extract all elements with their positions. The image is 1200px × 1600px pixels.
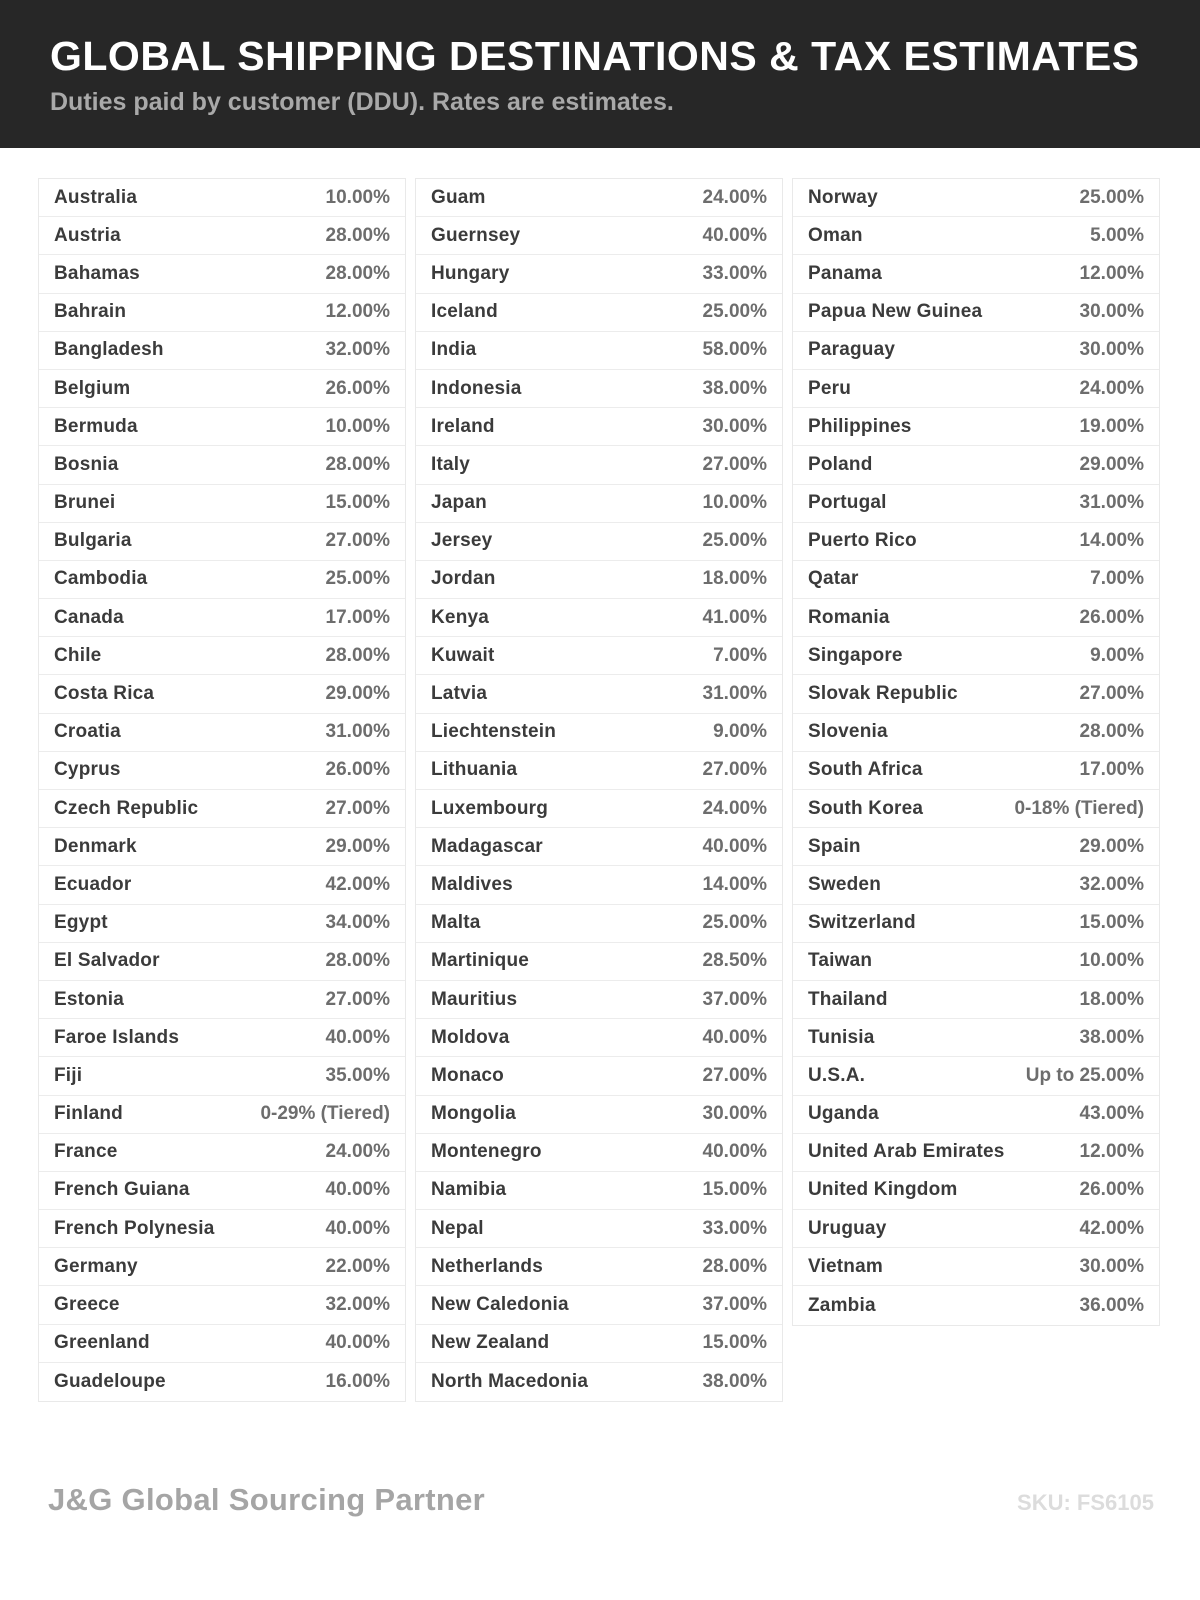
tax-rate: 25.00%: [325, 568, 390, 590]
table-row: [39, 485, 405, 523]
table-row: [416, 1248, 782, 1286]
table-row: [39, 599, 405, 637]
table-row: [416, 561, 782, 599]
tax-rate: 26.00%: [325, 759, 390, 781]
tax-rate: 24.00%: [325, 1141, 390, 1163]
table-row: [793, 1057, 1159, 1095]
tax-rate: 0-18% (Tiered): [1014, 797, 1144, 819]
table-row: [416, 905, 782, 943]
table-row: [39, 1363, 405, 1401]
country-name: Estonia: [54, 988, 125, 1010]
tax-rate: 5.00%: [1090, 224, 1144, 246]
table-row: [39, 637, 405, 675]
tax-rate: 10.00%: [1079, 950, 1144, 972]
table-row: [39, 446, 405, 484]
tax-rate: 30.00%: [1079, 301, 1144, 323]
sku-label: SKU: FS6105: [1017, 1490, 1154, 1515]
table-row: [416, 523, 782, 561]
tax-rate: 26.00%: [325, 377, 390, 399]
table-row: [39, 828, 405, 866]
tax-rate: 30.00%: [702, 1103, 767, 1125]
table-row: [793, 790, 1159, 828]
country-name: Germany: [54, 1255, 138, 1277]
tax-rate: 27.00%: [325, 797, 390, 819]
rates-column-3: [792, 178, 1160, 1326]
table-row: [416, 294, 782, 332]
table-row: [416, 714, 782, 752]
table-row: [793, 408, 1159, 446]
country-name: Indonesia: [431, 377, 522, 399]
country-name: Greenland: [54, 1332, 150, 1354]
tax-rate: 29.00%: [325, 683, 390, 705]
tax-rate: 27.00%: [702, 759, 767, 781]
table-row: [39, 675, 405, 713]
country-name: South Korea: [808, 797, 924, 819]
table-row: [39, 866, 405, 904]
table-row: [416, 1210, 782, 1248]
country-name: Zambia: [808, 1294, 876, 1316]
country-name: Vietnam: [808, 1255, 883, 1277]
rates-column-2: [415, 178, 783, 1402]
tax-rate: 40.00%: [325, 1217, 390, 1239]
table-row: [793, 370, 1159, 408]
country-name: Switzerland: [808, 912, 916, 934]
country-name: Madagascar: [431, 835, 543, 857]
tax-rate: Up to 25.00%: [1025, 1064, 1144, 1086]
table-row: [39, 752, 405, 790]
tax-rate: 25.00%: [702, 301, 767, 323]
table-row: [39, 790, 405, 828]
country-name: Papua New Guinea: [808, 301, 983, 323]
country-name: South Africa: [808, 759, 923, 781]
tax-rate: 28.00%: [325, 262, 390, 284]
tax-rate: 32.00%: [325, 339, 390, 361]
country-name: Hungary: [431, 262, 510, 284]
table-row: [39, 1172, 405, 1210]
tax-rate: 26.00%: [1079, 1179, 1144, 1201]
tax-rate: 22.00%: [325, 1255, 390, 1277]
table-row: [793, 332, 1159, 370]
country-name: Puerto Rico: [808, 530, 917, 552]
table-row: [416, 943, 782, 981]
tax-rate: 40.00%: [325, 1026, 390, 1048]
table-row: [416, 179, 782, 217]
tax-rate: 34.00%: [325, 912, 390, 934]
tax-rate: 15.00%: [702, 1179, 767, 1201]
tax-rate: 27.00%: [325, 530, 390, 552]
tax-rate: 31.00%: [1079, 492, 1144, 514]
country-name: Norway: [808, 186, 878, 208]
tax-rate: 27.00%: [1079, 683, 1144, 705]
country-name: Fiji: [54, 1064, 83, 1086]
country-name: Malta: [431, 912, 481, 934]
country-name: Paraguay: [808, 339, 896, 361]
tax-rate: 32.00%: [1079, 873, 1144, 895]
table-row: [793, 1096, 1159, 1134]
country-name: France: [54, 1141, 118, 1163]
country-name: Portugal: [808, 492, 887, 514]
country-name: Kuwait: [431, 644, 495, 666]
table-row: [793, 179, 1159, 217]
table-row: [39, 1325, 405, 1363]
country-name: Lithuania: [431, 759, 518, 781]
tax-rate: 30.00%: [1079, 1255, 1144, 1277]
country-name: Cyprus: [54, 759, 121, 781]
table-row: [39, 332, 405, 370]
tax-rate: 28.00%: [325, 453, 390, 475]
tax-rate: 38.00%: [1079, 1026, 1144, 1048]
country-name: Slovak Republic: [808, 683, 958, 705]
table-row: [416, 332, 782, 370]
country-name: Japan: [431, 492, 487, 514]
country-name: Romania: [808, 606, 890, 628]
tax-rate: 36.00%: [1079, 1294, 1144, 1316]
table-row: [416, 217, 782, 255]
tax-rate: 33.00%: [702, 1217, 767, 1239]
table-row: [416, 255, 782, 293]
country-name: Bahrain: [54, 301, 127, 323]
tax-rate: 28.00%: [325, 224, 390, 246]
tax-rate: 40.00%: [702, 224, 767, 246]
tax-rate: 7.00%: [713, 644, 767, 666]
country-name: Sweden: [808, 873, 881, 895]
country-name: Iceland: [431, 301, 498, 323]
table-row: [416, 1363, 782, 1401]
country-name: United Kingdom: [808, 1179, 958, 1201]
country-name: Taiwan: [808, 950, 873, 972]
country-name: Czech Republic: [54, 797, 199, 819]
table-row: [39, 1096, 405, 1134]
country-name: Spain: [808, 835, 861, 857]
tax-rate: 0-29% (Tiered): [260, 1103, 390, 1125]
table-row: [416, 485, 782, 523]
tax-rate: 29.00%: [1079, 835, 1144, 857]
country-name: Denmark: [54, 835, 137, 857]
table-row: [39, 943, 405, 981]
tax-rate: 12.00%: [325, 301, 390, 323]
country-name: Kenya: [431, 606, 490, 628]
page-footer: [0, 1402, 1200, 1518]
table-row: [39, 255, 405, 293]
table-row: [416, 675, 782, 713]
table-row: [39, 561, 405, 599]
table-row: [416, 446, 782, 484]
tax-rate: 25.00%: [702, 912, 767, 934]
country-name: Chile: [54, 644, 102, 666]
country-name: Canada: [54, 606, 124, 628]
table-row: [416, 828, 782, 866]
country-name: Austria: [54, 224, 121, 246]
tax-rate: 9.00%: [713, 721, 767, 743]
country-name: Tunisia: [808, 1026, 875, 1048]
tax-rate: 27.00%: [702, 1064, 767, 1086]
table-row: [416, 637, 782, 675]
country-name: Mongolia: [431, 1103, 516, 1125]
table-row: [39, 523, 405, 561]
tax-rate: 17.00%: [1079, 759, 1144, 781]
table-row: [793, 599, 1159, 637]
table-row: [793, 866, 1159, 904]
country-name: Mauritius: [431, 988, 518, 1010]
table-row: [39, 179, 405, 217]
country-name: Montenegro: [431, 1141, 542, 1163]
table-row: [39, 1286, 405, 1324]
tax-rate: 28.00%: [325, 644, 390, 666]
table-row: [39, 714, 405, 752]
tax-rate: 15.00%: [1079, 912, 1144, 934]
tax-rate: 28.50%: [702, 950, 767, 972]
table-row: [793, 943, 1159, 981]
tax-rate: 40.00%: [702, 835, 767, 857]
table-row: [793, 561, 1159, 599]
country-name: North Macedonia: [431, 1370, 589, 1392]
tax-rate: 9.00%: [1090, 644, 1144, 666]
table-row: [416, 752, 782, 790]
country-name: Faroe Islands: [54, 1026, 180, 1048]
country-name: Namibia: [431, 1179, 507, 1201]
table-row: [39, 217, 405, 255]
tax-rate: 31.00%: [325, 721, 390, 743]
table-row: [39, 1210, 405, 1248]
table-row: [416, 370, 782, 408]
table-row: [793, 1019, 1159, 1057]
country-name: French Guiana: [54, 1179, 190, 1201]
country-name: Cambodia: [54, 568, 148, 590]
tax-rate: 14.00%: [702, 873, 767, 895]
table-row: [416, 790, 782, 828]
tax-rate: 24.00%: [1079, 377, 1144, 399]
table-row: [416, 981, 782, 1019]
table-row: [793, 1134, 1159, 1172]
table-row: [416, 1057, 782, 1095]
page-title: GLOBAL SHIPPING DESTINATIONS & TAX ESTIMATES: [50, 33, 1140, 79]
country-name: Luxembourg: [431, 797, 549, 819]
tax-rate: 18.00%: [1079, 988, 1144, 1010]
tax-rate: 19.00%: [1079, 415, 1144, 437]
country-name: Maldives: [431, 873, 513, 895]
country-name: Bermuda: [54, 415, 138, 437]
country-name: Guam: [431, 186, 486, 208]
table-row: [793, 294, 1159, 332]
table-row: [39, 294, 405, 332]
tax-rate: 58.00%: [702, 339, 767, 361]
tax-rate: 26.00%: [1079, 606, 1144, 628]
country-name: Bahamas: [54, 262, 140, 284]
country-name: New Zealand: [431, 1332, 550, 1354]
country-name: Singapore: [808, 644, 903, 666]
country-name: Bosnia: [54, 453, 119, 475]
country-name: India: [431, 339, 477, 361]
tax-rate: 43.00%: [1079, 1103, 1144, 1125]
country-name: Nepal: [431, 1217, 484, 1239]
table-row: [39, 1057, 405, 1095]
table-row: [793, 1210, 1159, 1248]
table-row: [793, 714, 1159, 752]
tax-rate: 16.00%: [325, 1370, 390, 1392]
country-name: Poland: [808, 453, 873, 475]
tax-rate: 25.00%: [1079, 186, 1144, 208]
tax-rate: 40.00%: [325, 1179, 390, 1201]
country-name: Bulgaria: [54, 530, 132, 552]
country-name: Costa Rica: [54, 683, 155, 705]
tax-rate: 17.00%: [325, 606, 390, 628]
table-row: [416, 1096, 782, 1134]
country-name: Uganda: [808, 1103, 879, 1125]
country-name: Slovenia: [808, 721, 888, 743]
tax-rate: 15.00%: [702, 1332, 767, 1354]
tax-rate: 27.00%: [702, 453, 767, 475]
country-name: Bangladesh: [54, 339, 164, 361]
country-name: Finland: [54, 1103, 123, 1125]
country-name: Croatia: [54, 721, 121, 743]
country-name: Jersey: [431, 530, 493, 552]
tax-rate: 32.00%: [325, 1294, 390, 1316]
country-name: Oman: [808, 224, 863, 246]
country-name: Thailand: [808, 988, 888, 1010]
table-row: [793, 485, 1159, 523]
tax-rate: 15.00%: [325, 492, 390, 514]
country-name: Panama: [808, 262, 883, 284]
tax-rate: 18.00%: [702, 568, 767, 590]
country-name: Latvia: [431, 683, 488, 705]
country-name: Guadeloupe: [54, 1370, 166, 1392]
tax-rate: 12.00%: [1079, 1141, 1144, 1163]
country-name: Australia: [54, 186, 138, 208]
tax-rate: 29.00%: [325, 835, 390, 857]
country-name: Guernsey: [431, 224, 521, 246]
country-name: Brunei: [54, 492, 116, 514]
table-row: [793, 1172, 1159, 1210]
tax-rate: 42.00%: [325, 873, 390, 895]
table-row: [416, 866, 782, 904]
country-name: Philippines: [808, 415, 912, 437]
table-row: [416, 1134, 782, 1172]
country-name: Belgium: [54, 377, 131, 399]
table-row: [39, 905, 405, 943]
country-name: U.S.A.: [808, 1064, 866, 1086]
country-name: Greece: [54, 1294, 120, 1316]
table-row: [793, 1248, 1159, 1286]
tax-rate: 24.00%: [702, 797, 767, 819]
table-row: [39, 981, 405, 1019]
tax-rate: 40.00%: [325, 1332, 390, 1354]
table-row: [793, 446, 1159, 484]
tax-rate: 27.00%: [325, 988, 390, 1010]
country-name: Uruguay: [808, 1217, 887, 1239]
tax-rate: 12.00%: [1079, 262, 1144, 284]
tax-rate: 28.00%: [702, 1255, 767, 1277]
table-row: [793, 752, 1159, 790]
country-name: French Polynesia: [54, 1217, 215, 1239]
table-row: [39, 370, 405, 408]
table-row: [416, 599, 782, 637]
tax-rate: 38.00%: [702, 1370, 767, 1392]
country-name: Qatar: [808, 568, 859, 590]
tax-rate: 40.00%: [702, 1026, 767, 1048]
tax-rate: 33.00%: [702, 262, 767, 284]
table-row: [416, 408, 782, 446]
country-name: Netherlands: [431, 1255, 544, 1277]
brand-name: J&G Global Sourcing Partner: [48, 1482, 486, 1517]
tax-rate: 10.00%: [325, 415, 390, 437]
tax-rate: 28.00%: [325, 950, 390, 972]
table-row: [39, 408, 405, 446]
country-name: Italy: [431, 453, 471, 475]
table-row: [39, 1134, 405, 1172]
table-row: [416, 1172, 782, 1210]
table-row: [416, 1325, 782, 1363]
country-name: Ireland: [431, 415, 495, 437]
tax-rate: 30.00%: [702, 415, 767, 437]
rates-table: [0, 148, 1200, 1402]
tax-rate: 10.00%: [325, 186, 390, 208]
table-row: [793, 828, 1159, 866]
country-name: Jordan: [431, 568, 496, 590]
table-row: [793, 217, 1159, 255]
tax-rate: 35.00%: [325, 1064, 390, 1086]
tax-rate: 28.00%: [1079, 721, 1144, 743]
tax-rate: 38.00%: [702, 377, 767, 399]
tax-rate: 10.00%: [702, 492, 767, 514]
table-row: [793, 981, 1159, 1019]
table-row: [416, 1019, 782, 1057]
tax-rate: 29.00%: [1079, 453, 1144, 475]
tax-rate: 25.00%: [702, 530, 767, 552]
page-header: [0, 0, 1200, 148]
country-name: Ecuador: [54, 873, 132, 895]
table-row: [793, 1286, 1159, 1324]
tax-rate: 14.00%: [1079, 530, 1144, 552]
rates-column-1: [38, 178, 406, 1402]
country-name: El Salvador: [54, 950, 160, 972]
tax-rate: 31.00%: [702, 683, 767, 705]
tax-rate: 42.00%: [1079, 1217, 1144, 1239]
tax-rate: 37.00%: [702, 988, 767, 1010]
table-row: [39, 1248, 405, 1286]
tax-rate: 41.00%: [702, 606, 767, 628]
page-subtitle: Duties paid by customer (DDU). Rates are estimates.: [50, 88, 674, 117]
table-row: [793, 523, 1159, 561]
tax-rate: 40.00%: [702, 1141, 767, 1163]
table-row: [416, 1286, 782, 1324]
table-row: [793, 637, 1159, 675]
country-name: Martinique: [431, 950, 530, 972]
country-name: Egypt: [54, 912, 108, 934]
country-name: New Caledonia: [431, 1294, 569, 1316]
tax-rate: 37.00%: [702, 1294, 767, 1316]
table-row: [793, 905, 1159, 943]
tax-rate: 24.00%: [702, 186, 767, 208]
tax-rate: 30.00%: [1079, 339, 1144, 361]
country-name: Monaco: [431, 1064, 504, 1086]
table-row: [793, 255, 1159, 293]
tax-rate: 7.00%: [1090, 568, 1144, 590]
table-row: [39, 1019, 405, 1057]
country-name: United Arab Emirates: [808, 1141, 1005, 1163]
country-name: Moldova: [431, 1026, 510, 1048]
country-name: Peru: [808, 377, 852, 399]
country-name: Liechtenstein: [431, 721, 557, 743]
table-row: [793, 675, 1159, 713]
